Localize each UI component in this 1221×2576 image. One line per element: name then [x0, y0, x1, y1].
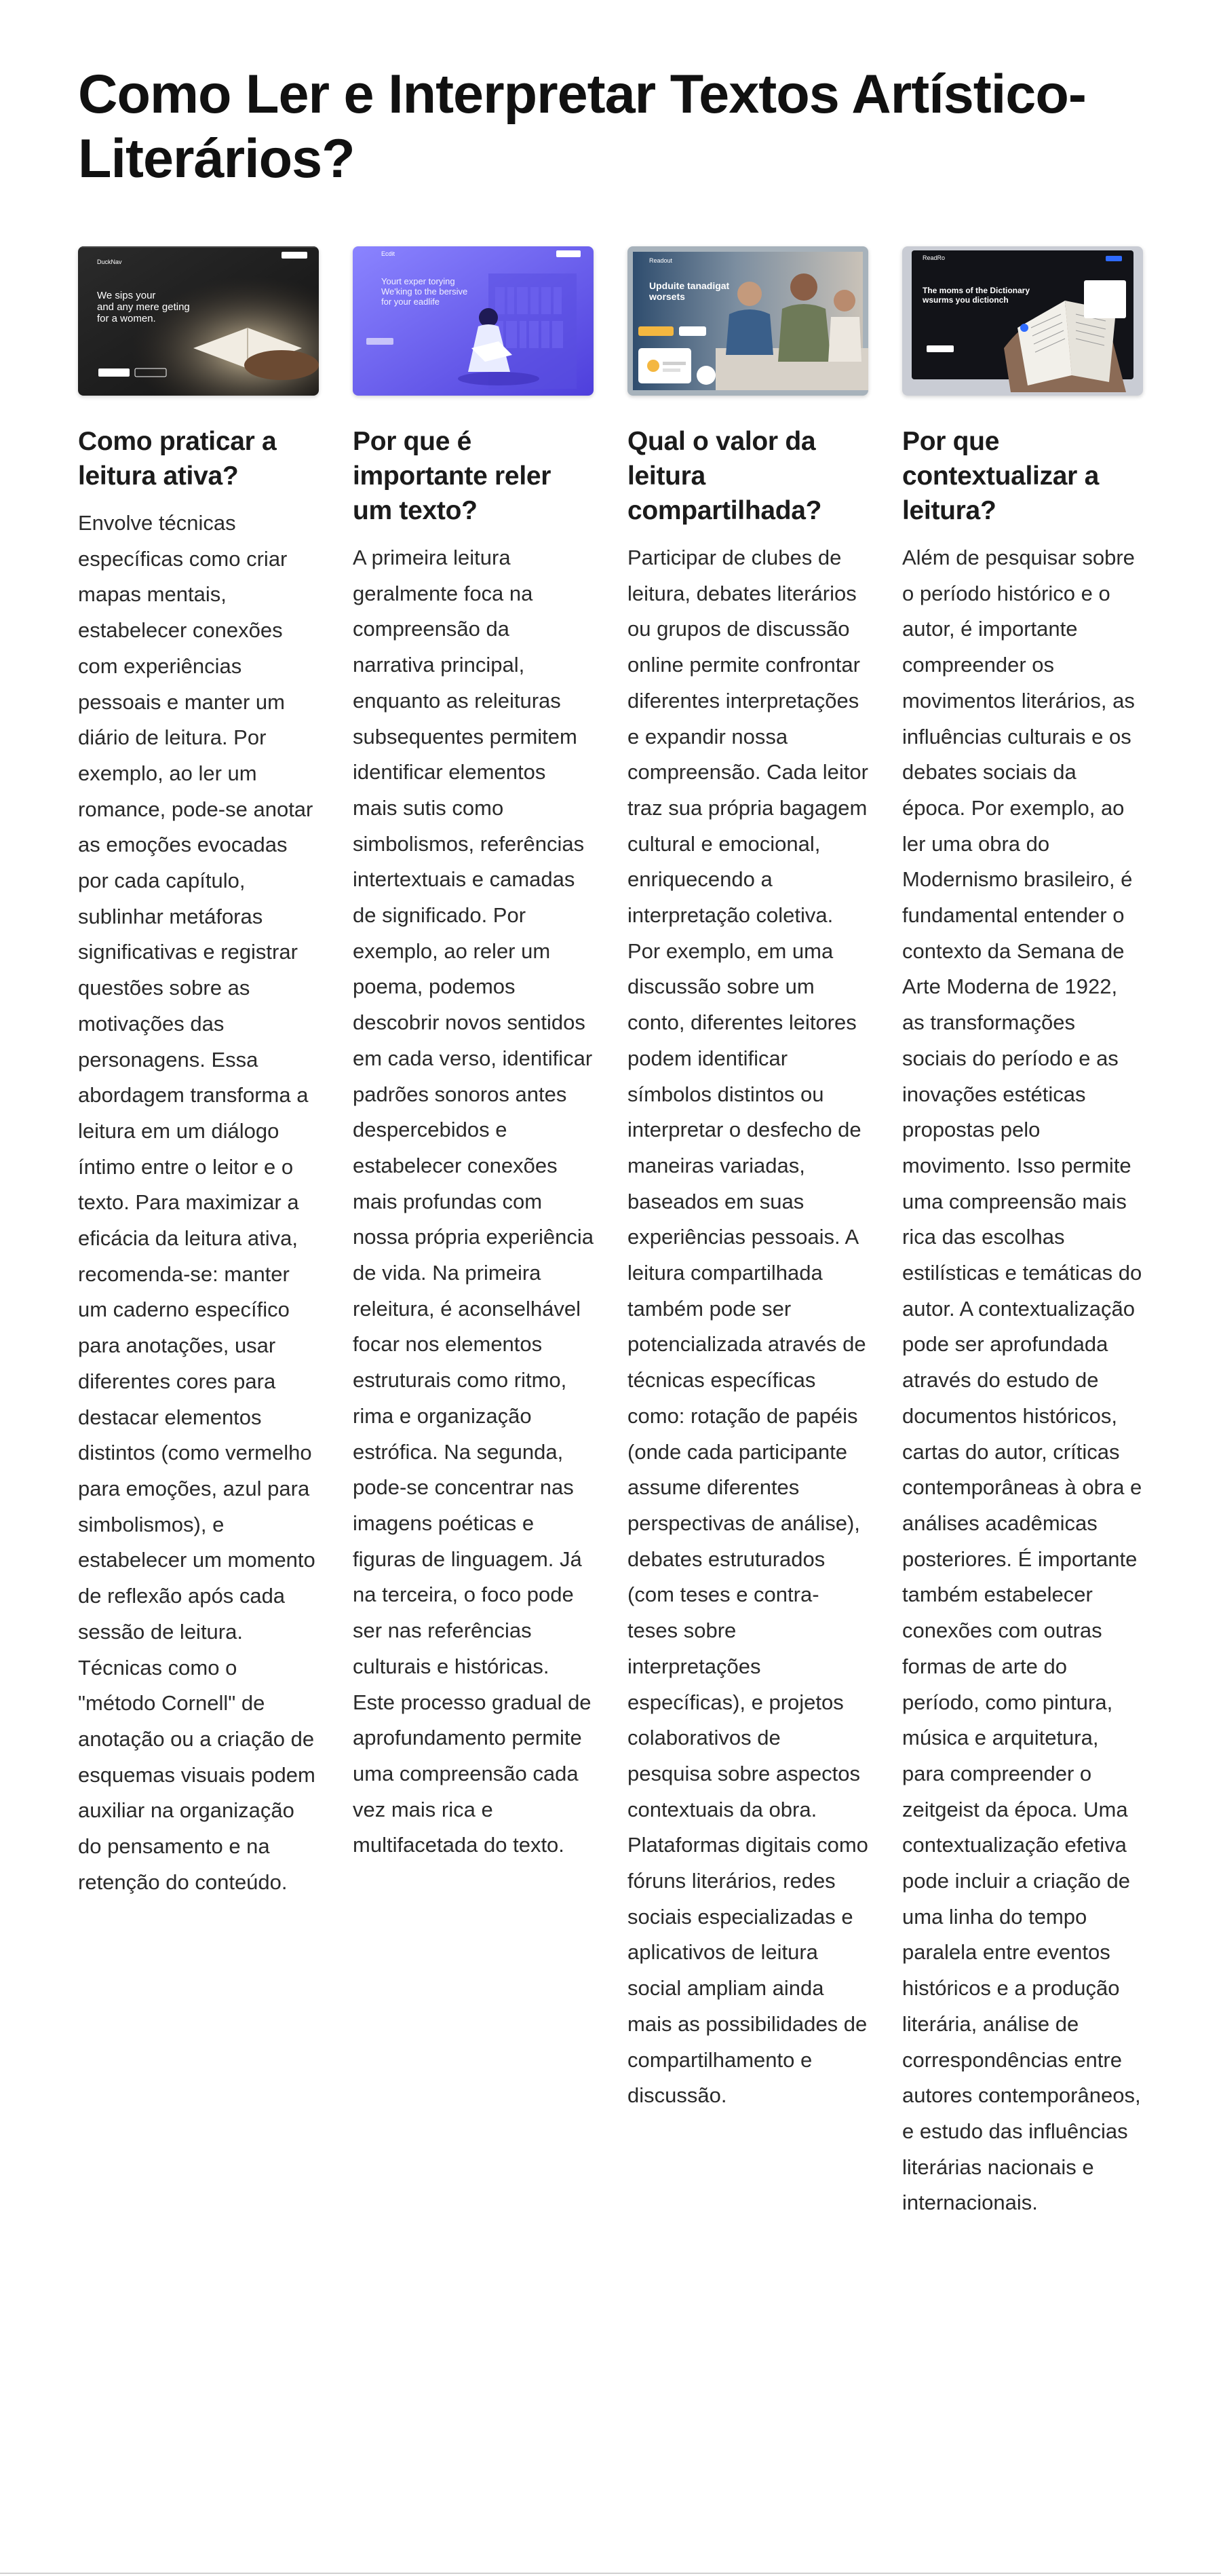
thumb-headline-2: wsurms you dictionch: [923, 295, 1009, 305]
thumb-headline-1: We sips your: [97, 290, 156, 301]
thumb-brand: Readout: [649, 257, 673, 264]
purple-reading-illustration-icon: [353, 246, 594, 396]
card-title: Por que é importante reler um texto?: [353, 427, 551, 525]
thumb-headline-2: worsets: [649, 291, 685, 302]
thumb-headline-1: Yourt exper torying: [381, 276, 455, 286]
thumb-brand: DuckNav: [97, 259, 122, 265]
card-body: A primeira leitura geralmente foca na compreensão da narrativa principal, enquanto as releituras subsequentes permitem identificar elementos mais sutis como simbolismos, referências intertextuais e camadas de significado. Por exemplo, ao reler um poema, podemos descobrir novos sentidos em cada verso, identificar padrões sonoros antes despercebidos e estabelecer conexões mais profundas com nossa própria experiência de vida. Na primeira releitura, é aconselhável focar nos elementos estruturais como ritmo, rima e organização estrófica. Na segunda, pode-se concentrar nas imagens poéticas e figuras de linguagem. Já na terceira, o foco pode ser nas referências culturais e históricas. Este processo gradual de aprofundamento permite uma compreensão cada vez mais rica e multifacetada do texto.: [353, 546, 594, 1857]
card-shared-reading: [627, 246, 868, 2221]
card-active-reading: [78, 246, 319, 2221]
group-discussion-website-thumbnail: [627, 246, 868, 396]
thumb-headline-1: The moms of the Dictionary: [923, 286, 1030, 295]
purple-illustration-website-thumbnail: [353, 246, 594, 396]
thumb-headline-3: for a women.: [97, 313, 156, 324]
thumb-brand: Ecdit: [381, 250, 395, 257]
card-rereading: [353, 246, 594, 2221]
book-reading-website-thumbnail: [78, 246, 319, 396]
card-title: Como praticar a leitura ativa?: [78, 427, 277, 491]
card-body: Além de pesquisar sobre o período histórico e o autor, é importante compreender os movimentos literários, as influências culturais e os debates sociais da época. Por exemplo, ao ler uma obra do Modernismo brasileiro, é fundamental entender o contexto da Semana de Arte Moderna de 1922, as transformações sociais do período e as inovações estéticas propostas pelo movimento. Isso permite uma compreensão mais rica das escolhas estilísticas e temáticas do autor. A contextualização pode ser aprofundada através do estudo de documentos históricos, cartas do autor, críticas contemporâneas à obra e análises acadêmicas posteriores. É importante também estabelecer conexões com outras formas de arte do período, como pintura, música e arquitetura, para compreender o zeitgeist da época. Uma contextualização efetiva pode incluir a criação de uma linha do tempo paralela entre eventos históricos e a produção literária, análise de correspondências entre autores contemporâneos, e estudo das influências literárias nacionais e internacionais.: [902, 546, 1142, 2215]
thumb-headline-1: Upduite tanadigat: [649, 280, 730, 291]
dictionary-book-image-icon: [902, 246, 1143, 396]
card-title: Por que contextualizar a leitura?: [902, 427, 1099, 525]
thumb-headline-2: We'king to the bersive: [381, 286, 468, 297]
bottom-divider: [0, 2573, 1221, 2574]
card-body: Participar de clubes de leitura, debates literários ou grupos de discussão online permite confrontar diferentes interpretações e expandir nossa compreensão. Cada leitor traz sua própria bagagem cultural e emocional, enriquecendo a interpretação coletiva. Por exemplo, em uma discussão sobre um conto, diferentes leitores podem identificar símbolos distintos ou interpretar o desfecho de maneiras variadas, baseados em suas experiências pessoais. A leitura compartilhada também pode ser potencializada através de técnicas específicas como: rotação de papéis (onde cada participante assume diferentes perspectivas de análise), debates estruturados (com teses e contra-teses sobre interpretações específicas), e projetos colaborativos de pesquisa sobre aspectos contextuais da obra. Plataformas digitais como fóruns literários, redes sociais especializadas e aplicativos de leitura social ampliam ainda mais as possibilidades de compartilhamento e discussão.: [627, 546, 868, 2108]
page-content: [78, 0, 1143, 2215]
card-body: Envolve técnicas específicas como criar mapas mentais, estabelecer conexões com experiências pessoais e manter um diário de leitura. Por exemplo, ao ler um romance, pode-se anotar as emoções evocadas por cada capítulo, sublinhar metáforas significativas e registrar questões sobre as motivações das personagens. Essa abordagem transforma a leitura em um diálogo íntimo entre o leitor e o texto. Para maximizar a eficácia da leitura ativa, recomenda-se: manter um caderno específico para anotações, usar diferentes cores para destacar elementos distintos (como vermelho para emoções, azul para simbolismos), e estabelecer um momento de reflexão após cada sessão de leitura. Técnicas como o "método Cornell" de anotação ou a criação de esquemas visuais podem auxiliar na organização do pensamento e na retenção do conteúdo.: [78, 511, 315, 1894]
thumb-brand: ReadRo: [923, 254, 946, 261]
card-contextualize: [902, 246, 1143, 2221]
group-discussion-image-icon: [627, 246, 868, 396]
page-title: Como Ler e Interpretar Textos Artístico-Literários?: [78, 64, 1086, 189]
card-grid: [78, 246, 1143, 2221]
thumb-headline-2: and any mere geting: [97, 301, 190, 313]
thumb-headline-3: for your eadlife: [381, 297, 440, 307]
card-title: Qual o valor da leitura compartilhada?: [627, 427, 822, 525]
dictionary-website-thumbnail: [902, 246, 1143, 396]
